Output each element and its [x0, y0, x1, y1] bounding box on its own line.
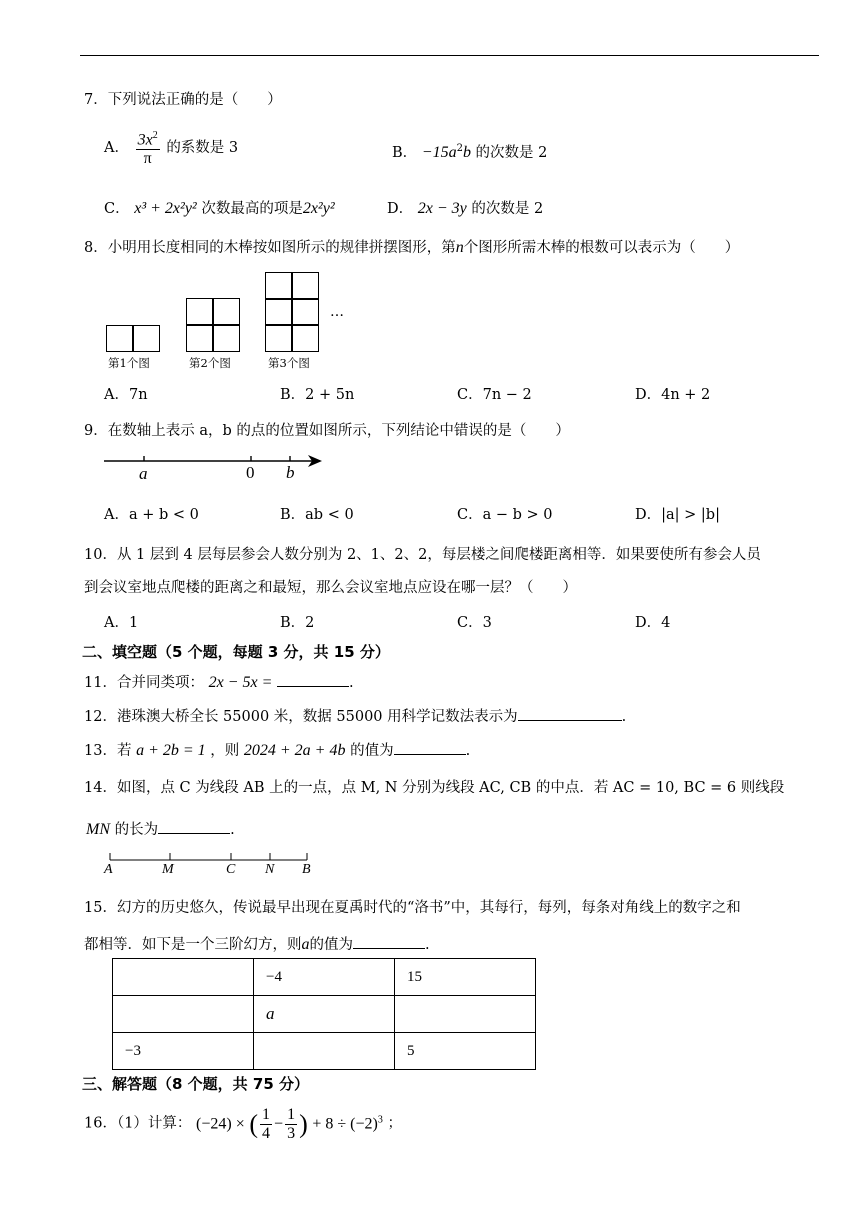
magic-square-cell: −3 [113, 1033, 254, 1070]
magic-square-cell: 15 [395, 959, 536, 996]
q8-option-d: D．4n + 2 [635, 387, 711, 403]
q16: 16．（1）计算： (−24) × ( $\frac{1}{4}$ − $\frac{1}{3}$ ) + $8 \div (-2)^3$ ； [84, 1106, 402, 1142]
q8-fig-label-1: 第1个图 [108, 356, 150, 370]
q8-stem: 8．小明用长度相同的木棒按如图所示的规律拼摆图形，第n个图形所需木棒的根数可以表示为（ ） [84, 239, 740, 256]
q7-option-a: A． $\frac{3x^2}{\pi}$ 的系数是 3 [104, 130, 239, 167]
q16-fraction-2: $\frac{1}{3}$ [287, 1106, 296, 1142]
q8-fig-label-3: 第3个图 [268, 356, 310, 370]
q13: 13．若 a + 2b = 1 ，则 2024 + 2a + 4b 的值为 . [84, 742, 471, 759]
magic-square-cell [113, 996, 254, 1033]
q15-line1: 15．幻方的历史悠久，传说最早出现在夏禹时代的“洛书”中，其每行，每列，每条对角线上的数字之和 [84, 900, 741, 916]
q15-magic-square [112, 958, 536, 1070]
magic-square-cell [395, 996, 536, 1033]
magic-square-row [113, 959, 536, 996]
q8-figure-1 [106, 325, 160, 352]
q7-option-b: B． $-15a^2b$ 的次数是 2 [392, 143, 548, 161]
q12-answer-blank[interactable] [518, 706, 622, 721]
magic-square-row [113, 996, 536, 1033]
q10-line2: 到会议室地点爬楼的距离之和最短，那么会议室地点应设在哪一层？（ ） [84, 580, 577, 596]
q11: 11．合并同类项： 2x − 5x = . [84, 674, 354, 691]
q10-option-d: D．4 [635, 615, 671, 631]
q10-line1: 10．从 1 层到 4 层每层参会人数分别为 2、1、2、2，每层楼之间爬楼距离相等．如果要使所有参会人员 [84, 547, 761, 563]
q14-line2: MN 的长为 . [86, 821, 235, 838]
q11-answer-blank[interactable] [277, 672, 349, 687]
q9-number-line [100, 450, 330, 486]
q10-option-b: B．2 [280, 615, 315, 631]
section-3-heading: 三、解答题（8 个题，共 75 分） [82, 1075, 309, 1093]
q8-ellipsis: … [330, 304, 344, 320]
q7-stem: 7．下列说法正确的是（ ） [84, 92, 282, 108]
section-2-heading: 二、填空题（5 个题，每题 3 分，共 15 分） [82, 643, 390, 661]
q9-label-0: 0 [246, 463, 255, 482]
q9-label-a: a [139, 464, 148, 483]
q14-point-b: B [302, 862, 311, 877]
header-rule [80, 55, 819, 56]
q8-figure-2 [186, 298, 240, 352]
q8-figure-3 [265, 272, 319, 352]
q8-option-c: C．7n − 2 [457, 387, 532, 403]
magic-square-cell: 5 [395, 1033, 536, 1070]
q9-option-d: D．|a| > |b| [635, 507, 720, 523]
q14-point-a: A [104, 862, 113, 877]
q14-segment-figure [100, 848, 320, 862]
q9-option-c: C．a − b > 0 [457, 507, 553, 523]
q15-answer-blank[interactable] [353, 934, 425, 949]
magic-square-cell [254, 1033, 395, 1070]
q10-option-c: C．3 [457, 615, 492, 631]
q7-option-d: D． 2x − 3y 的次数是 2 [387, 200, 544, 217]
q9-option-b: B．ab < 0 [280, 507, 354, 523]
magic-square-cell: −4 [254, 959, 395, 996]
q14-point-m: M [162, 862, 174, 877]
q14-answer-blank[interactable] [158, 819, 230, 834]
q9-label-b: b [286, 463, 295, 482]
magic-square-cell: a [254, 996, 395, 1033]
q7-option-c: C． x³ + 2x²y² 次数最高的项是2x²y² [104, 200, 335, 217]
magic-square-cell [113, 959, 254, 996]
q9-stem: 9．在数轴上表示 a，b 的点的位置如图所示，下列结论中错误的是（ ） [84, 423, 570, 439]
q15-line2: 都相等．如下是一个三阶幻方，则a的值为 . [84, 936, 430, 953]
q14-point-c: C [226, 862, 236, 877]
q8-option-b: B．2 + 5n [280, 387, 355, 403]
q9-option-a: A．a + b < 0 [104, 507, 199, 523]
q10-option-a: A．1 [104, 615, 139, 631]
q14-point-n: N [265, 862, 275, 877]
q8-fig-label-2: 第2个图 [189, 356, 231, 370]
q7-a-fraction: $\frac{3x^2}{\pi}$ [137, 130, 158, 167]
q16-fraction-1: $\frac{1}{4}$ [262, 1106, 271, 1142]
q8-option-a: A．7n [104, 387, 148, 403]
q12: 12．港珠澳大桥全长 55000 米，数据 55000 用科学记数法表示为 . [84, 706, 626, 726]
magic-square-row [113, 1033, 536, 1070]
q14-line1: 14．如图，点 C 为线段 AB 上的一点，点 M, N 分别为线段 AC, CB 的中点．若 AC = 10, BC = 6 则线段 [84, 780, 785, 796]
q13-answer-blank[interactable] [394, 740, 466, 755]
